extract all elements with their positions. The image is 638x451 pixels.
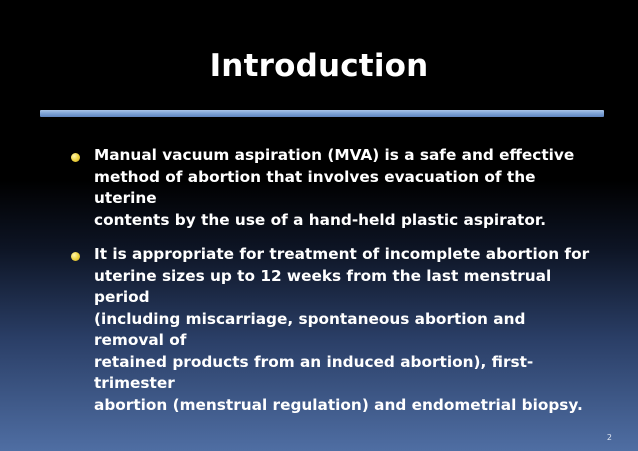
bullet-list	[70, 145, 600, 429]
bullet-item	[70, 244, 600, 416]
bullet-item	[70, 145, 600, 231]
slide-title: Introduction	[209, 48, 429, 84]
bullet-text: It is appropriate for treatment of incomplete abortion for uterine sizes up to 12 weeks from the last menstrual period (including miscarriage, spontaneous abortion and removal of retained products from an induced abortion), first-trimester abortion (menstrual regulation) and endometrial biopsy.	[94, 245, 590, 414]
title-divider	[40, 110, 604, 117]
bullet-dot-icon	[71, 252, 80, 261]
bullet-text: Manual vacuum aspiration (MVA) is a safe and effective method of abortion that involves evacuation of the uterine contents by the use of a hand-held plastic aspirator.	[94, 146, 575, 229]
page-number: 2	[606, 433, 612, 442]
bullet-dot-icon	[71, 153, 80, 162]
